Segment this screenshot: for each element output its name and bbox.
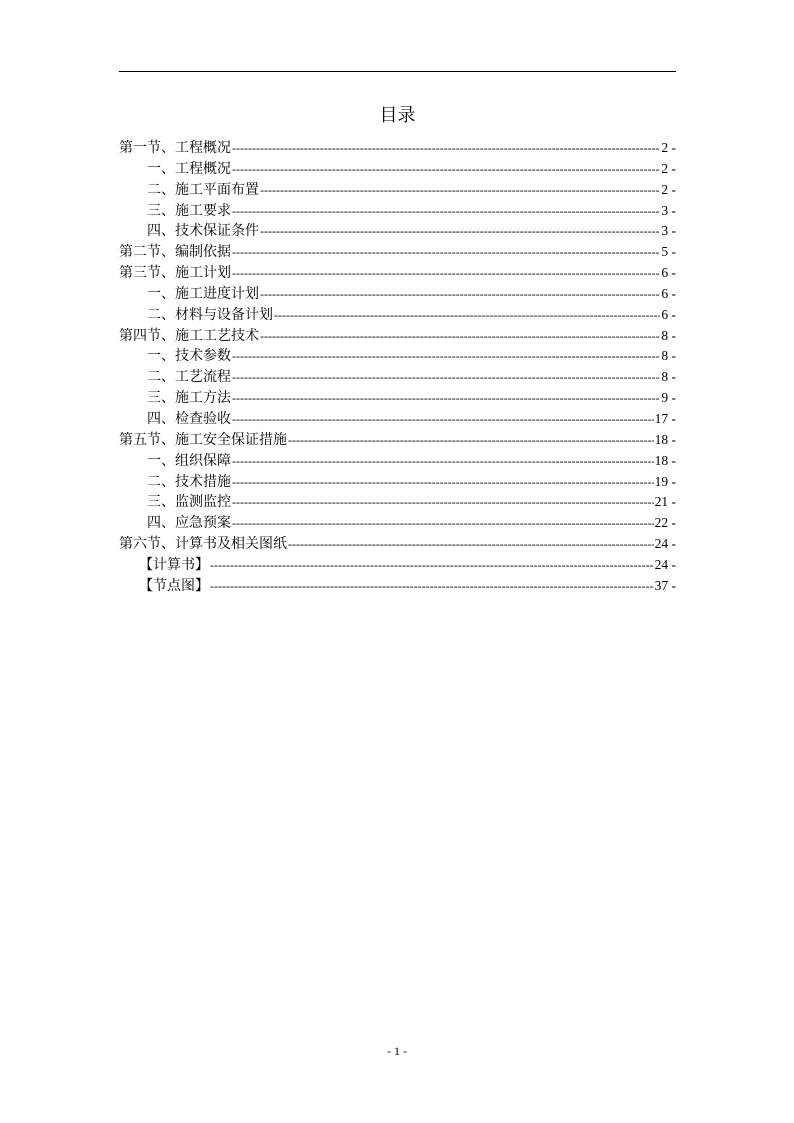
toc-subsection-entry[interactable] — [119, 576, 676, 597]
toc-dot-leader — [260, 326, 660, 347]
toc-subsection-entry[interactable] — [119, 346, 676, 367]
toc-page-number: 9 - — [661, 390, 676, 406]
toc-subsection-entry[interactable] — [119, 284, 676, 305]
toc-subsection-entry[interactable] — [119, 451, 676, 472]
toc-entry-text: 一、组织保障 — [147, 452, 231, 469]
toc-dot-leader — [210, 555, 654, 576]
toc-entry-text: 四、检查验收 — [147, 410, 231, 427]
toc-dot-leader — [232, 346, 660, 367]
toc-entry-text: 三、施工方法 — [147, 390, 231, 407]
toc-subsection-entry[interactable] — [119, 388, 676, 409]
toc-dot-leader — [232, 513, 654, 534]
toc-dot-leader — [288, 430, 654, 451]
toc-entry-text: 二、技术措施 — [147, 473, 231, 490]
toc-page-number: 2 - — [661, 140, 676, 155]
toc-page-number: 3 - — [661, 202, 676, 218]
toc-section-entry[interactable] — [119, 326, 676, 347]
toc-dot-leader — [232, 138, 660, 159]
toc-subsection-entry[interactable] — [119, 159, 676, 180]
toc-entry-text: 第一节、工程概况 — [119, 140, 231, 156]
toc-page-number: 5 - — [661, 244, 676, 260]
toc-dot-leader — [232, 492, 654, 513]
toc-section-entry[interactable] — [119, 242, 676, 263]
toc-dot-leader — [274, 305, 660, 326]
toc-entry-text: 第四节、施工工艺技术 — [119, 327, 259, 344]
toc-subsection-entry[interactable] — [119, 513, 676, 534]
toc-dot-leader — [232, 388, 660, 409]
toc-page-number: 6 - — [661, 265, 676, 281]
toc-dot-leader — [288, 534, 654, 555]
toc-page-number: 3 - — [661, 223, 676, 239]
toc-page-number: 2 - — [661, 181, 676, 197]
toc-dot-leader — [260, 221, 660, 242]
toc-entry-text: 【节点图】 — [139, 577, 209, 594]
toc-subsection-entry[interactable] — [119, 472, 676, 493]
toc-page-number: 8 - — [661, 327, 676, 343]
toc-page-number: 17 - — [654, 410, 676, 426]
toc-page-number: 37 - — [654, 577, 676, 593]
toc-entry-text: 【计算书】 — [139, 556, 209, 573]
toc-dot-leader — [260, 284, 660, 305]
table-of-contents — [119, 138, 676, 597]
toc-entry-text: 第二节、编制依据 — [119, 244, 231, 261]
toc-subsection-entry[interactable] — [119, 409, 676, 430]
toc-dot-leader — [232, 367, 660, 388]
toc-entry-text: 一、工程概况 — [147, 160, 231, 177]
toc-subsection-entry[interactable] — [119, 201, 676, 222]
toc-dot-leader — [232, 201, 660, 222]
toc-subsection-entry[interactable] — [119, 180, 676, 201]
toc-entry-text: 四、技术保证条件 — [147, 223, 259, 240]
footer-page-number: - 1 - — [387, 1044, 407, 1058]
toc-page-number: 18 - — [654, 452, 676, 468]
toc-entry-text: 三、监测监控 — [147, 494, 231, 511]
toc-page-number: 6 - — [661, 306, 676, 322]
toc-page-number: 2 - — [661, 160, 676, 176]
toc-page-number: 19 - — [654, 473, 676, 489]
toc-title: 目录 — [379, 105, 416, 126]
toc-page-number: 8 - — [661, 348, 676, 364]
toc-subsection-entry[interactable] — [119, 367, 676, 388]
header-rule — [119, 71, 676, 72]
toc-entry-text: 第三节、施工计划 — [119, 265, 231, 282]
toc-entry-text: 一、施工进度计划 — [147, 285, 259, 302]
toc-dot-leader — [232, 409, 654, 430]
toc-page-number: 8 - — [661, 369, 676, 385]
toc-page-number: 6 - — [661, 285, 676, 301]
toc-subsection-entry[interactable] — [119, 492, 676, 513]
toc-entry-text: 四、应急预案 — [147, 515, 231, 532]
toc-subsection-entry[interactable] — [119, 305, 676, 326]
toc-dot-leader — [260, 180, 660, 201]
toc-entry-text: 一、技术参数 — [147, 348, 231, 365]
toc-dot-leader — [210, 576, 654, 597]
toc-section-entry[interactable] — [119, 534, 676, 555]
toc-page-number: 24 - — [654, 556, 676, 572]
toc-entry-text: 三、施工要求 — [147, 202, 231, 219]
toc-page-number: 18 - — [654, 431, 676, 447]
toc-entry-text: 第五节、施工安全保证措施 — [119, 431, 287, 448]
toc-entry-text: 二、施工平面布置 — [147, 181, 259, 198]
toc-dot-leader — [232, 263, 660, 284]
toc-dot-leader — [232, 472, 654, 493]
toc-section-entry[interactable] — [119, 430, 676, 451]
toc-page-number: 24 - — [654, 536, 676, 552]
toc-dot-leader — [232, 159, 660, 180]
toc-dot-leader — [232, 242, 660, 263]
toc-entry-text: 第六节、计算书及相关图纸 — [119, 536, 287, 553]
toc-entry-text: 二、工艺流程 — [147, 369, 231, 386]
toc-page-number: 21 - — [654, 494, 676, 510]
toc-page-number: 22 - — [654, 515, 676, 531]
toc-section-entry[interactable] — [119, 263, 676, 284]
toc-subsection-entry[interactable] — [119, 221, 676, 242]
toc-dot-leader — [232, 451, 654, 472]
toc-subsection-entry[interactable] — [119, 555, 676, 576]
toc-section-entry[interactable] — [119, 138, 676, 159]
toc-entry-text: 二、材料与设备计划 — [147, 306, 273, 323]
